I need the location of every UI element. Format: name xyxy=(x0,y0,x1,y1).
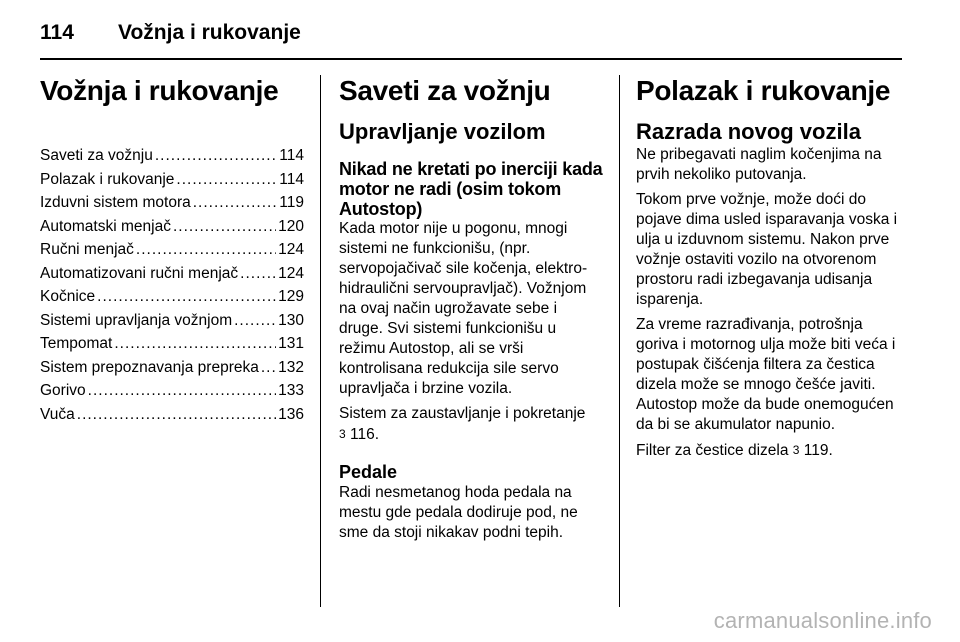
section-title: Polazak i rukovanje xyxy=(636,75,891,106)
toc-leader-dots xyxy=(176,168,277,192)
toc-entry-page: 114 xyxy=(279,170,304,188)
toc-entry-label: Izduvni sistem motora xyxy=(40,194,191,211)
page-ref-number: 116. xyxy=(350,426,380,443)
break-in-paragraph-2: Tokom prve vožnje, može doći do pojave dima usled isparavanja voska i ulja u izduvnom sistemu. Nakon prve vožnje ostaviti vozilo na otvorenom prostoru radi izbegavanja udisanja isparenja. xyxy=(636,191,898,308)
section-subtitle: Razrada novog vozila xyxy=(636,119,861,144)
toc-entry[interactable] xyxy=(40,168,304,192)
toc-leader-dots xyxy=(240,262,276,286)
toc-entry-label: Polazak i rukovanje xyxy=(40,170,175,188)
toc-leader-dots xyxy=(136,238,276,262)
coasting-heading: Nikad ne kretati po inerciji kada motor ne radi (osim tokom Autostop) xyxy=(339,159,603,219)
toc-entry-page: 124 xyxy=(278,264,304,282)
toc-entry-page: 130 xyxy=(278,311,304,329)
diesel-filter-reference xyxy=(636,440,902,461)
toc-entry[interactable] xyxy=(40,191,304,215)
starting-column xyxy=(636,68,902,461)
toc-leader-dots xyxy=(261,356,276,380)
pedals-heading: Pedale xyxy=(339,462,398,482)
page-reference-icon: 3 xyxy=(339,427,346,441)
diesel-filter-text: Filter za čestice dizela xyxy=(636,442,789,459)
toc-leader-dots xyxy=(77,403,276,427)
toc-leader-dots xyxy=(97,285,276,309)
page-link-119[interactable] xyxy=(793,442,833,459)
chapter-title: Vožnja i rukovanje xyxy=(40,75,279,106)
toc-entry[interactable] xyxy=(40,403,304,427)
page-link-116[interactable] xyxy=(339,426,379,443)
column-divider-right xyxy=(619,75,620,607)
toc-entry-page: 120 xyxy=(278,217,304,235)
toc-entry-label: Automatski menjač xyxy=(40,217,171,235)
toc-entry-label: Tempomat xyxy=(40,335,113,352)
watermark: carmanualsonline.info xyxy=(713,608,932,633)
header-rule xyxy=(40,58,902,60)
toc-entry-label: Gorivo xyxy=(40,382,86,399)
toc-entry-label: Saveti za vožnju xyxy=(40,147,153,164)
column-divider-left xyxy=(320,75,321,607)
toc-entry[interactable] xyxy=(40,332,304,356)
toc-entry[interactable] xyxy=(40,356,304,380)
toc-entry[interactable] xyxy=(40,215,304,239)
toc-entry-label: Sistem prepoznavanja prepreka xyxy=(40,358,259,376)
toc-entry-label: Sistemi upravljanja vožnjom xyxy=(40,311,233,329)
toc-entry[interactable] xyxy=(40,144,304,168)
stop-start-text: Sistem za zaustavljanje i pokretanje xyxy=(339,405,586,422)
toc-entry-page: 132 xyxy=(278,358,304,376)
toc-entry-label: Kočnice xyxy=(40,288,96,305)
toc-entry[interactable] xyxy=(40,285,304,309)
toc-entry-label: Vuča xyxy=(40,405,75,423)
driving-tips-column xyxy=(339,68,603,543)
page-reference-icon: 3 xyxy=(792,443,800,457)
section-title: Saveti za vožnju xyxy=(339,75,551,106)
coasting-paragraph: Kada motor nije u pogonu, mnogi sistemi ne funkcionišu, (npr. servopojačivač sile kočenja, elektro-hidraulični servoupravljač). Vožnjom na ovaj način ugrožavate sebe i druge. Svi sistemi funkcionišu u režimu Autostop, ali se vrši kontrolisana redukcija sile servo upravljača i brzine vozila. xyxy=(339,220,588,397)
toc-entry[interactable] xyxy=(40,309,304,333)
toc-leader-dots xyxy=(193,191,278,215)
table-of-contents xyxy=(40,144,304,426)
toc-entry-page: 119 xyxy=(279,194,304,211)
toc-entry-page: 124 xyxy=(278,241,304,258)
toc-leader-dots xyxy=(173,215,276,239)
section-subtitle: Upravljanje vozilom xyxy=(339,119,546,144)
toc-entry[interactable] xyxy=(40,238,304,262)
stop-start-reference xyxy=(339,404,603,445)
toc-leader-dots xyxy=(155,144,277,168)
toc-leader-dots xyxy=(234,309,276,333)
running-title: Vožnja i rukovanje xyxy=(118,21,301,44)
toc-column xyxy=(40,68,304,426)
break-in-paragraph-3: Za vreme razrađivanja, potrošnja goriva i motornog ulja može biti veća i postupak čišćenja filtera za čestica dizela može se mnogo češće javiti. Autostop može da bude onemogućen da bi se akumulator napunio. xyxy=(636,316,896,433)
toc-leader-dots xyxy=(88,379,276,403)
toc-entry-page: 129 xyxy=(278,288,304,305)
page-number: 114 xyxy=(40,21,74,44)
toc-entry[interactable] xyxy=(40,262,304,286)
toc-entry-page: 136 xyxy=(278,405,304,423)
toc-entry-page: 133 xyxy=(278,382,304,399)
toc-entry-label: Ručni menjač xyxy=(40,241,134,258)
toc-entry-label: Automatizovani ručni menjač xyxy=(40,264,239,282)
toc-entry[interactable] xyxy=(40,379,304,403)
page-header xyxy=(0,0,960,60)
break-in-paragraph-1: Ne pribegavati naglim kočenjima na prvih nekoliko putovanja. xyxy=(636,146,882,183)
toc-entry-page: 131 xyxy=(278,335,304,352)
toc-entry-page: 114 xyxy=(279,147,304,164)
toc-leader-dots xyxy=(114,332,276,356)
pedals-paragraph: Radi nesmetanog hoda pedala na mestu gde pedala dodiruje pod, ne sme da stoji nikakav podni tepih. xyxy=(339,484,578,541)
page-ref-number: 119. xyxy=(803,442,833,459)
